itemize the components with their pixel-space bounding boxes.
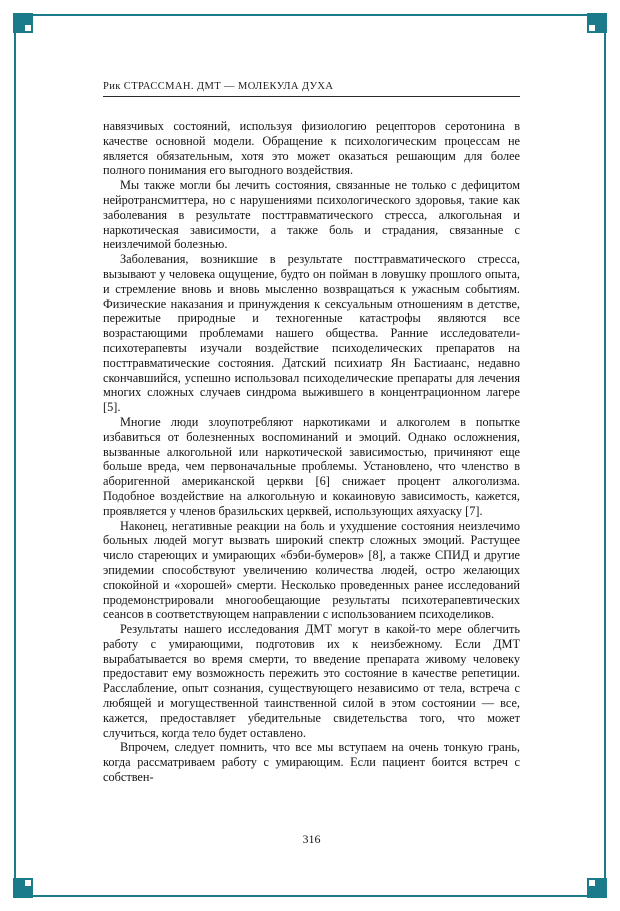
paragraph-6: Результаты нашего исследования ДМТ могут в какой-то мере облегчить работу с умирающими, подготовив их к неизбежному. Если ДМТ вырабатывается во время смерти, то введение препарата живому человеку предоставит ему возможность пережить это состояние в качестве репетиции. Расслабление, опыт сознания, существующего независимо от тела, встреча с любящей и могущественной таинственной силой в этом состоянии — все, кажется, предоставляет убедительные свидетельства того, что может случиться, когда тело будет оставлено. [103,622,520,740]
running-header: Рик СТРАССМАН. ДМТ — МОЛЕКУЛА ДУХА [103,81,334,92]
frame-corner-bottom-left [13,878,33,898]
paragraph-1: навязчивых состояний, используя физиологию рецепторов серотонина в качестве основной модели. Обращение к психологическим процессам не является обязательным, хотя это может оказаться решающим для более полного понимания его выгодного воздействия. [103,119,520,178]
body-text [103,119,520,785]
frame-corner-top-left [13,13,33,33]
frame-corner-bottom-right [587,878,607,898]
paragraph-4: Многие люди злоупотребляют наркотиками и алкоголем в попытке избавиться от болезненных воспоминаний и эмоций. Однако осложнения, вызванные алкогольной или наркотической зависимостью, причиняют еще больше вреда, чем первоначальные проблемы. Установлено, что членство в аборигенной американской церкви [6] снижает процент алкоголизма. Подобное воздействие на алкогольную и кокаиновую зависимость, кажется, проявляется у членов бразильских церквей, использующих аяхуаску [7]. [103,414,520,518]
paragraph-2: Мы также могли бы лечить состояния, связанные не только с дефицитом нейротрансмиттера, но с нарушениями психологического здоровья, такие как заболевания в результате посттравматического стресса, алкогольная и наркотическая зависимости, а также боль и страдания, связанные с неизлечимой болезнью. [103,178,520,252]
frame-corner-top-right [587,13,607,33]
paragraph-5: Наконец, негативные реакции на боль и ухудшение состояния неизлечимо больных людей могут вызвать широкий спектр сложных эмоций. Растущее число стареющих и умирающих «бэби-бумеров» [8], а также СПИД и другие эпидемии способствуют увеличению количества людей, остро желающих спокойной и «хорошей» смерти. Несколько проведенных ранее исследований продемонстрировали многообещающие результаты психотерапевтических сеансов в соответствующем направлении с использованием психоделиков. [103,518,520,622]
page-number: 316 [302,832,321,846]
paragraph-7: Впрочем, следует помнить, что все мы вступаем на очень тонкую грань, когда рассматриваем работу с умирающим. Если пациент боится встреч с собствен- [103,740,520,785]
header-rule [103,96,520,97]
paragraph-3: Заболевания, возникшие в результате посттравматического стресса, вызывают у человека ощущение, будто он пойман в ловушку прошлого опыта, и стремление вновь и вновь мысленно возвращаться к ужасным событиям. Физические наказания и принуждения к сексуальным отношениям в детстве, пережитые природные и техногенные катастрофы являются все возрастающими проблемами нашего общества. Ранние исследователи-психотерапевты изучали воздействие психоделических препаратов на посттравматические состояния. Датский психиатр Ян Бастиаанс, недавно скончавшийся, успешно использовал психоделические препараты для лечения многих сложных случаев синдрома выжившего в концентрационном лагере [5]. [103,252,520,415]
